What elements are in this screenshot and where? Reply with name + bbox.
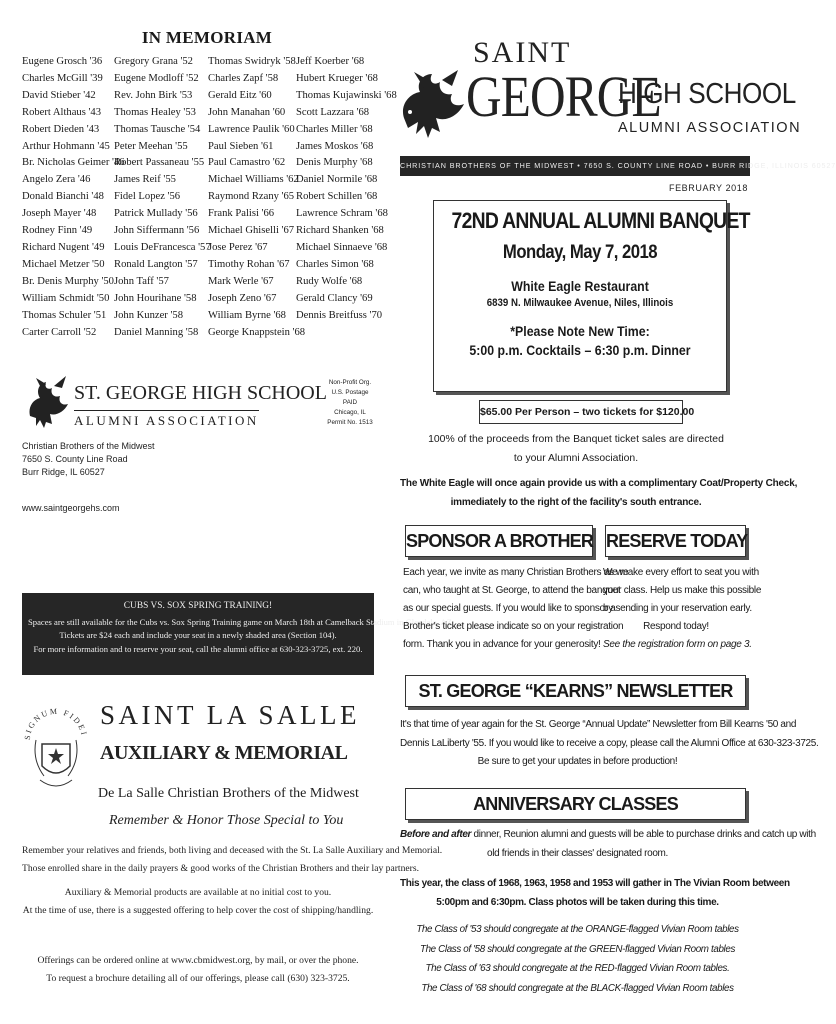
anniversary-intro-line: old friends in their classes' designated room. bbox=[487, 847, 668, 859]
sponsor-line: Each year, we invite as many Christian Brothers as we bbox=[403, 567, 629, 578]
cubs-sox-title: CUBS VS. SOX SPRING TRAINING! bbox=[123, 601, 273, 611]
memoriam-name: John Siffermann '56 bbox=[114, 225, 200, 237]
sponsor-line: Brother's ticket please indicate so on your registration bbox=[403, 621, 624, 632]
memoriam-name: Michael Metzer '50 bbox=[22, 258, 105, 270]
memoriam-name: Jeff Koerber '68 bbox=[296, 56, 365, 67]
memoriam-name: Joseph Mayer '48 bbox=[22, 208, 97, 220]
memoriam-name: Joseph Zeno '67 bbox=[208, 292, 277, 304]
lasalle-line: Remember your relatives and friends, both living and deceased with the St. La Salle Auxiliary and Memorial. bbox=[22, 845, 443, 856]
kearns-newsletter-heading: ST. GEORGE “KEARNS” NEWSLETTER bbox=[405, 675, 746, 707]
address-bar: CHRISTIAN BROTHERS OF THE MIDWEST • 7650 S. COUNTY LINE ROAD • BURR RIDGE, ILLINOIS 60527 bbox=[400, 156, 750, 176]
memoriam-name: Mark Werle '67 bbox=[208, 275, 274, 287]
memoriam-name: Richard Nugent '49 bbox=[22, 241, 105, 253]
cubs-sox-line: Tickets are $24 each and include your seat in a newly shaded area (Section 104). bbox=[59, 630, 337, 640]
cubs-sox-notice bbox=[22, 593, 455, 675]
anniversary-classes-heading: ANNIVERSARY CLASSES bbox=[405, 788, 746, 820]
postage-line: Non-Profit Org. bbox=[328, 379, 372, 386]
memoriam-name: Paul Sieben '61 bbox=[208, 140, 274, 152]
lasalle-line: Those enrolled share in the daily prayers & good works of the Christian Brothers and their lay partners. bbox=[22, 863, 419, 874]
return-address-line: 7650 S. County Line Road bbox=[22, 454, 128, 464]
memoriam-name: Michael Sinnaeve '68 bbox=[296, 241, 388, 253]
memoriam-name: Eugene Grosch '36 bbox=[22, 56, 103, 67]
memoriam-name: Patrick Mullady '56 bbox=[114, 208, 198, 220]
svg-text:SIGNUM FIDEI bbox=[23, 707, 89, 741]
return-address bbox=[22, 440, 155, 479]
reserve-body bbox=[603, 564, 762, 654]
in-memoriam-section bbox=[22, 28, 397, 341]
memoriam-name: Robert Althaus '43 bbox=[22, 106, 102, 118]
reserve-heading: RESERVE TODAY bbox=[605, 525, 746, 557]
cubs-sox-line: For more information and to reserve your seat, call the alumni office at 630-323-3725, ext. 220. bbox=[33, 643, 363, 654]
memoriam-name: William Byrne '68 bbox=[208, 309, 286, 321]
website-link[interactable]: www.saintgeorgehs.com bbox=[22, 503, 120, 513]
sponsor-line: as our special guests. If you would like to sponsor a bbox=[403, 603, 616, 614]
return-address-line: Burr Ridge, IL 60527 bbox=[22, 467, 105, 477]
proceeds-note bbox=[400, 430, 752, 468]
memoriam-name: Charles Zapf '58 bbox=[208, 72, 279, 84]
memoriam-name: Arthur Hohmann '45 bbox=[22, 140, 110, 152]
memoriam-name: Lawrence Schram '68 bbox=[296, 208, 388, 220]
return-address-line: Christian Brothers of the Midwest bbox=[22, 441, 155, 451]
memoriam-name: Charles Simon '68 bbox=[296, 258, 374, 270]
memoriam-name: John Manahan '60 bbox=[208, 106, 286, 118]
memoriam-name: John Kunzer '58 bbox=[114, 309, 183, 321]
postage-line: Permit No. 1513 bbox=[327, 419, 373, 426]
memoriam-name: John Hourihane '58 bbox=[114, 292, 197, 304]
memoriam-name: Br. Denis Murphy '50 bbox=[22, 275, 114, 287]
memoriam-name: Carter Carroll '52 bbox=[22, 326, 97, 338]
proceeds-line: 100% of the proceeds from the Banquet ticket sales are directed bbox=[428, 434, 724, 445]
lasalle-line: Offerings can be ordered online at www.cbmidwest.org, by mail, or over the phone. bbox=[37, 955, 359, 966]
lasalle-line: To request a brochure detailing all of our offerings, please call (630) 323-3725. bbox=[46, 973, 350, 984]
memoriam-name: Peter Meehan '55 bbox=[114, 140, 188, 152]
proceeds-line: to your Alumni Association. bbox=[513, 453, 639, 464]
memoriam-name: Frank Palisi '66 bbox=[208, 208, 275, 220]
memoriam-name: Charles McGill '39 bbox=[22, 72, 103, 84]
reserve-line: Respond today! bbox=[643, 621, 709, 632]
banquet-address: 6839 N. Milwaukee Avenue, Niles, Illinois bbox=[486, 297, 674, 309]
kearns-line: Dennis LaLiberty '55. If you would like to receive a copy, please call the Alumni Office at 630-323-3725. bbox=[400, 737, 819, 749]
lasalle-subtitle: AUXILIARY & MEMORIAL bbox=[100, 742, 348, 764]
memoriam-name: Robert Schillen '68 bbox=[296, 191, 378, 203]
memoriam-name: Br. Nicholas Geimer '46 bbox=[22, 157, 125, 169]
memoriam-column bbox=[22, 54, 125, 341]
memoriam-name: William Schmidt '50 bbox=[22, 292, 110, 304]
cubs-sox-line: Spaces are still available for the Cubs vs. Sox Spring Training game on March 18th at Camelback Stadium in Glendale, AZ. bbox=[28, 616, 455, 627]
memoriam-name: Louis DeFrancesca '57 bbox=[114, 241, 211, 253]
reserve-line: We make every effort to seat you with bbox=[603, 567, 759, 578]
memoriam-name: Angelo Zera '46 bbox=[22, 174, 91, 186]
anniversary-lead-text: dinner, Reunion alumni and guests will be able to purchase drinks and catch up with bbox=[471, 829, 816, 840]
table-assignment-line: The Class of '53 should congregate at the ORANGE-flagged Vivian Room tables bbox=[416, 924, 739, 935]
lasalle-title: SAINT LA SALLE bbox=[100, 700, 361, 730]
reserve-page-reference: See the registration form on page 3. bbox=[603, 639, 752, 650]
postage-line: PAID bbox=[342, 399, 358, 406]
memoriam-name: Dennis Breitfuss '70 bbox=[296, 309, 383, 321]
ticket-price: $65.00 Per Person – two tickets for $120.00 bbox=[479, 400, 683, 424]
memoriam-name: Thomas Tausche '54 bbox=[114, 123, 201, 135]
coat-check-line: The White Eagle will once again provide us with a complimentary Coat/Property Check, bbox=[400, 478, 798, 489]
high-school-wordmark: HIGH SCHOOL bbox=[618, 78, 796, 110]
memoriam-column bbox=[296, 54, 397, 341]
banquet-venue: White Eagle Restaurant bbox=[511, 278, 649, 294]
banquet-announcement bbox=[433, 200, 750, 392]
memoriam-name: Hubert Krueger '68 bbox=[296, 72, 378, 84]
banquet-time-note: *Please Note New Time: bbox=[510, 323, 650, 339]
memoriam-name: Thomas Kujawinski '68 bbox=[296, 89, 397, 101]
dragon-icon bbox=[22, 372, 72, 432]
memoriam-name: Donald Bianchi '48 bbox=[22, 191, 104, 203]
dragon-logo-icon bbox=[398, 68, 468, 140]
lasalle-remember: Remember & Honor Those Special to You bbox=[109, 813, 344, 828]
reserve-line: by sending in your reservation early. bbox=[603, 603, 752, 614]
memoriam-name: Thomas Schuler '51 bbox=[22, 309, 107, 321]
st-george-masthead bbox=[398, 32, 802, 150]
memoriam-name: John Taff '57 bbox=[114, 275, 169, 287]
memoriam-column bbox=[114, 54, 211, 341]
memoriam-name: Gerald Eitz '60 bbox=[208, 89, 272, 101]
memoriam-name: David Stieber '42 bbox=[22, 89, 96, 101]
memoriam-name: Denis Murphy '68 bbox=[296, 157, 373, 169]
signum-fidei-seal-icon bbox=[22, 700, 90, 800]
memoriam-name: Rodney Finn '49 bbox=[22, 225, 93, 237]
coat-check-line: immediately to the right of the facility's south entrance. bbox=[450, 497, 702, 508]
seal-text: SIGNUM FIDEI bbox=[22, 706, 89, 741]
memoriam-name: Raymond Rzany '65 bbox=[208, 191, 295, 203]
memoriam-name: Fidel Lopez '56 bbox=[114, 191, 181, 203]
memoriam-name: Daniel Normile '68 bbox=[296, 174, 378, 186]
memoriam-name: Michael Ghiselli '67 bbox=[208, 225, 295, 237]
kearns-line: Be sure to get your updates in before production! bbox=[477, 756, 678, 767]
anniversary-intro bbox=[400, 826, 816, 863]
memoriam-name: Paul Camastro '62 bbox=[208, 157, 286, 169]
memoriam-name: Michael Williams '62 bbox=[208, 174, 299, 186]
sponsor-body bbox=[403, 564, 629, 654]
memoriam-name: Gregory Grana '52 bbox=[114, 56, 193, 67]
memoriam-name: Charles Miller '68 bbox=[296, 123, 373, 135]
anniversary-class-gathering bbox=[400, 874, 790, 912]
issue-date: FEBRUARY 2018 bbox=[668, 183, 748, 193]
memoriam-name-columns bbox=[22, 54, 397, 341]
lasalle-paragraph bbox=[22, 884, 374, 920]
memoriam-name: James Moskos '68 bbox=[296, 140, 374, 152]
memoriam-name: Rev. John Birk '53 bbox=[114, 89, 193, 101]
saint-wordmark: SAINT bbox=[473, 36, 572, 69]
memoriam-name: Daniel Manning '58 bbox=[114, 326, 199, 338]
table-assignment-line: The Class of '63 should congregate at the RED-flagged Vivian Room tables. bbox=[425, 963, 730, 975]
anniversary-intro-line bbox=[400, 826, 816, 845]
anniversary-table-assignments bbox=[400, 920, 755, 998]
table-assignment-line: The Class of '58 should congregate at the GREEN-flagged Vivian Room tables bbox=[419, 943, 736, 955]
banquet-date: Monday, May 7, 2018 bbox=[502, 242, 658, 263]
memoriam-name: Richard Shanken '68 bbox=[296, 225, 384, 237]
mailer-logo-subtitle: ALUMNI ASSOCIATION bbox=[74, 410, 259, 429]
sponsor-line: can, who taught at St. George, to attend the banquet bbox=[403, 585, 621, 596]
memoriam-name: Gerald Clancy '69 bbox=[296, 292, 373, 304]
lasalle-paragraph bbox=[22, 842, 443, 878]
memoriam-name: James Reif '55 bbox=[114, 174, 176, 186]
anniversary-class-line: This year, the class of 1968, 1963, 1958 and 1953 will gather in The Vivian Room between bbox=[400, 878, 790, 889]
table-assignment-line: The Class of '68 should congregate at the BLACK-flagged Vivian Room tables bbox=[421, 982, 734, 994]
postage-line: Chicago, IL bbox=[334, 409, 366, 416]
lasalle-line: Auxiliary & Memorial products are available at no initial cost to you. bbox=[64, 887, 332, 898]
banquet-time: 5:00 p.m. Cocktails – 6:30 p.m. Dinner bbox=[469, 342, 691, 358]
lasalle-line: At the time of use, there is a suggested offering to help cover the cost of shipping/handling. bbox=[22, 905, 374, 916]
alumni-association-wordmark: ALUMNI ASSOCIATION bbox=[618, 120, 802, 136]
memoriam-name: Jose Perez '67 bbox=[208, 241, 268, 253]
memoriam-name: George Knappstein '68 bbox=[208, 326, 306, 338]
memoriam-title: IN MEMORIAM bbox=[141, 28, 273, 47]
memoriam-name: Eugene Modloff '52 bbox=[114, 72, 199, 84]
mailer-logo-title: ST. GEORGE HIGH SCHOOL bbox=[74, 382, 327, 404]
postage-indicia bbox=[322, 378, 378, 428]
memoriam-name: Scott Lazzara '68 bbox=[296, 106, 370, 118]
memoriam-name: Lawrence Paulik '60 bbox=[208, 123, 295, 135]
memoriam-name: Timothy Rohan '67 bbox=[208, 258, 290, 270]
lasalle-paragraph bbox=[22, 952, 374, 988]
postage-line: U.S. Postage bbox=[331, 389, 369, 396]
anniversary-lead-emphasis: Before and after bbox=[400, 829, 472, 840]
reserve-line: your class. Help us make this possible bbox=[603, 585, 762, 596]
memoriam-column bbox=[208, 54, 306, 341]
banquet-title: 72ND ANNUAL ALUMNI BANQUET bbox=[451, 208, 750, 233]
memoriam-name: Robert Dieden '43 bbox=[22, 123, 100, 135]
memoriam-name: Robert Passaneau '55 bbox=[114, 157, 205, 169]
kearns-line: It's that time of year again for the St. George “Annual Update” Newsletter from Bill Kearns '50 and bbox=[400, 719, 797, 730]
coat-check-note bbox=[400, 474, 798, 512]
anniversary-class-line: 5:00pm and 6:30pm. Class photos will be taken during this time. bbox=[436, 897, 719, 908]
sponsor-heading: SPONSOR A BROTHER bbox=[405, 525, 593, 557]
memoriam-name: Thomas Healey '53 bbox=[114, 106, 196, 118]
kearns-newsletter-body bbox=[400, 716, 819, 772]
mailer-logo bbox=[22, 372, 327, 436]
lasalle-district: De La Salle Christian Brothers of the Midwest bbox=[98, 786, 359, 801]
george-wordmark: GEORGE bbox=[466, 64, 661, 129]
sponsor-line: form. Thank you in advance for your generosity! bbox=[403, 639, 601, 650]
memoriam-name: Thomas Swidryk '58 bbox=[208, 56, 296, 67]
memoriam-name: Ronald Langton '57 bbox=[114, 258, 198, 270]
memoriam-name: Rudy Wolfe '68 bbox=[296, 275, 363, 287]
